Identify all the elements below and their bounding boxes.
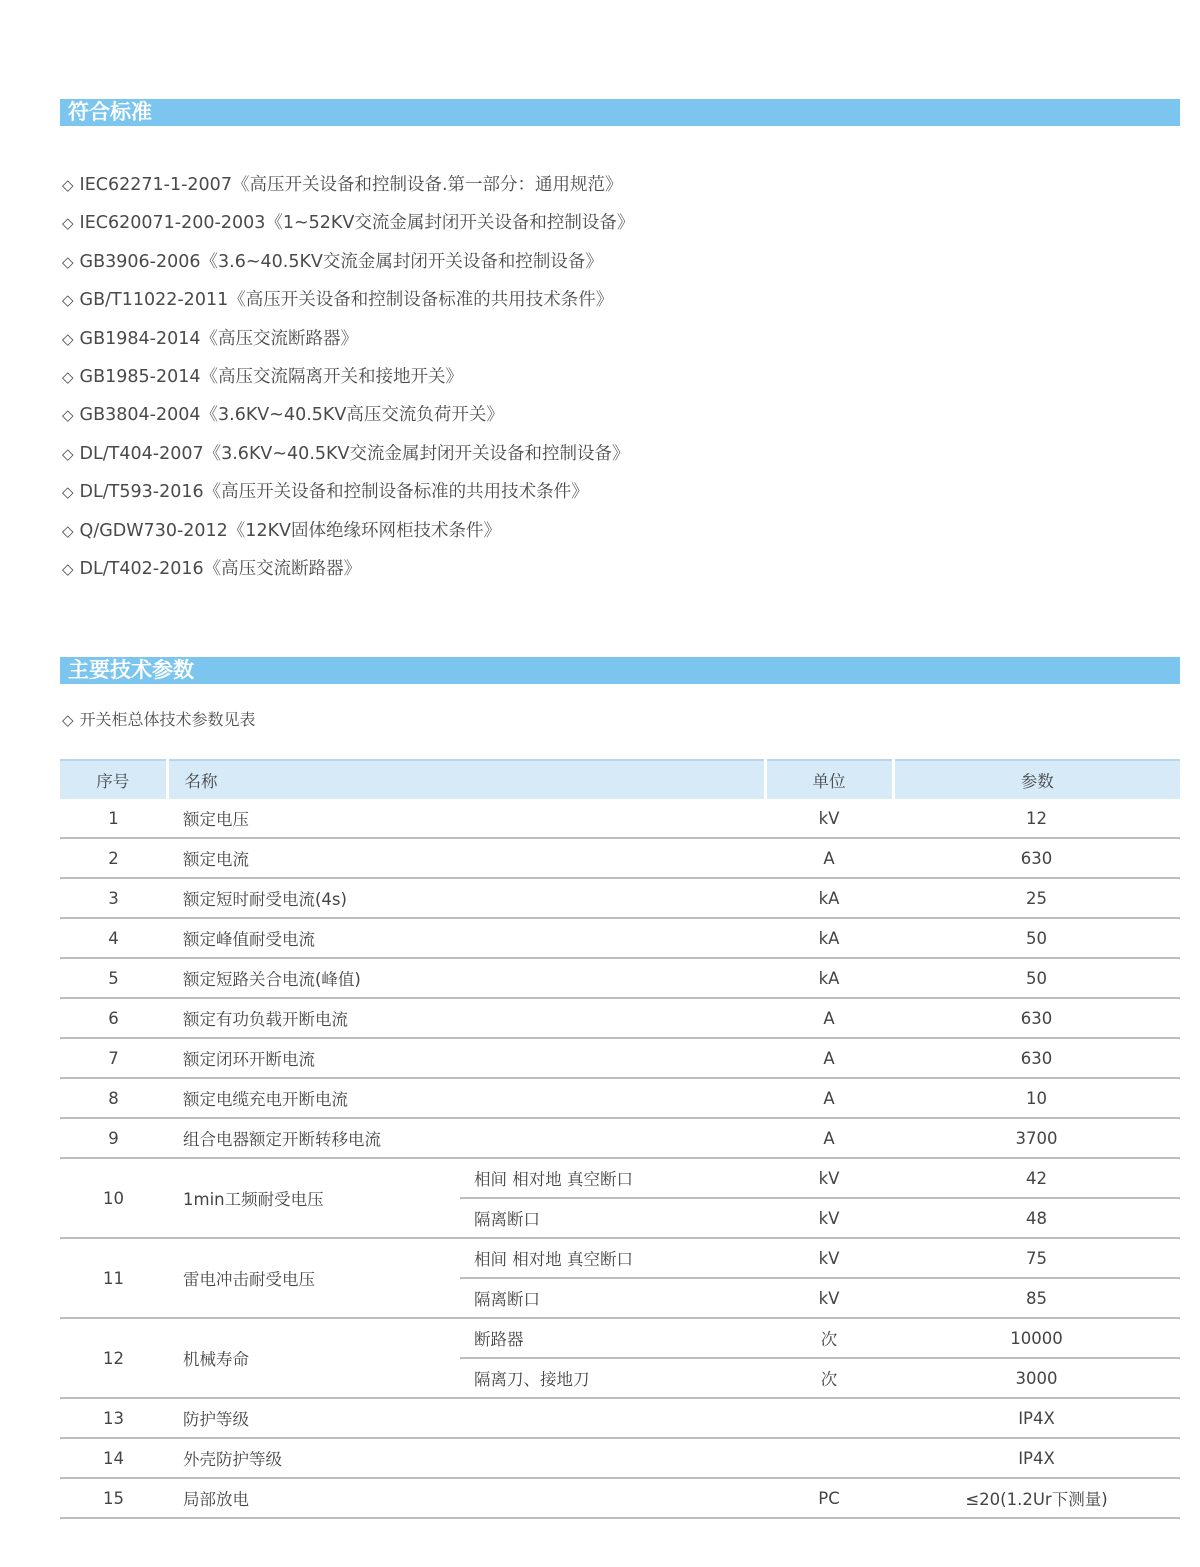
standards-list bbox=[62, 171, 634, 593]
row-unit: kV bbox=[765, 1278, 893, 1318]
row-no: 1 bbox=[60, 799, 167, 838]
params-note: ◇ 开关柜总体技术参数见表 bbox=[62, 707, 256, 730]
list-item: ◇ GB3906-2006《3.6~40.5KV交流金属封闭开关设备和控制设备》 bbox=[62, 248, 634, 286]
table-row bbox=[60, 1238, 1180, 1278]
row-no: 11 bbox=[60, 1238, 167, 1318]
table-row bbox=[60, 918, 1180, 958]
params-section-title: 主要技术参数 bbox=[60, 657, 1180, 684]
row-no: 6 bbox=[60, 998, 167, 1038]
row-name: 机械寿命 bbox=[167, 1318, 460, 1398]
list-item: ◇ GB3804-2004《3.6KV~40.5KV高压交流负荷开关》 bbox=[62, 401, 634, 439]
table-row bbox=[60, 998, 1180, 1038]
row-name: 组合电器额定开断转移电流 bbox=[167, 1118, 765, 1158]
row-unit bbox=[765, 1438, 893, 1478]
row-no: 2 bbox=[60, 838, 167, 878]
list-item: ◇ Q/GDW730-2012《12KV固体绝缘环网柜技术条件》 bbox=[62, 517, 634, 555]
row-value: 10000 bbox=[893, 1318, 1180, 1358]
table-row bbox=[60, 958, 1180, 998]
row-unit: 次 bbox=[765, 1358, 893, 1398]
table-row bbox=[60, 1398, 1180, 1438]
row-value: 75 bbox=[893, 1238, 1180, 1278]
row-no: 15 bbox=[60, 1478, 167, 1518]
row-no: 8 bbox=[60, 1078, 167, 1118]
row-subname: 断路器 bbox=[460, 1318, 765, 1358]
row-name: 外壳防护等级 bbox=[167, 1438, 765, 1478]
row-unit: A bbox=[765, 838, 893, 878]
row-name: 雷电冲击耐受电压 bbox=[167, 1238, 460, 1318]
header-unit: 单位 bbox=[765, 760, 893, 799]
table-header-row bbox=[60, 760, 1180, 799]
params-table bbox=[60, 759, 1180, 1519]
list-item: ◇ GB1984-2014《高压交流断路器》 bbox=[62, 325, 634, 363]
table-row bbox=[60, 1438, 1180, 1478]
row-value: ≤20(1.2Ur下测量) bbox=[893, 1478, 1180, 1518]
row-unit: kA bbox=[765, 958, 893, 998]
row-value: 630 bbox=[893, 998, 1180, 1038]
table-row bbox=[60, 838, 1180, 878]
table-row bbox=[60, 1478, 1180, 1518]
row-value: 85 bbox=[893, 1278, 1180, 1318]
row-unit bbox=[765, 1398, 893, 1438]
row-name: 额定电压 bbox=[167, 799, 765, 838]
row-no: 4 bbox=[60, 918, 167, 958]
list-item: ◇ IEC62271-1-2007《高压开关设备和控制设备.第一部分：通用规范》 bbox=[62, 171, 634, 209]
row-unit: 次 bbox=[765, 1318, 893, 1358]
row-unit: A bbox=[765, 1038, 893, 1078]
row-value: 630 bbox=[893, 1038, 1180, 1078]
row-name: 额定短路关合电流(峰值) bbox=[167, 958, 765, 998]
table-row bbox=[60, 1158, 1180, 1198]
list-item: ◇ IEC620071-200-2003《1~52KV交流金属封闭开关设备和控制设备》 bbox=[62, 209, 634, 247]
row-subname: 隔离断口 bbox=[460, 1198, 765, 1238]
row-name: 额定短时耐受电流(4s) bbox=[167, 878, 765, 918]
row-no: 3 bbox=[60, 878, 167, 918]
row-value: 50 bbox=[893, 918, 1180, 958]
standards-section-title: 符合标准 bbox=[60, 99, 1180, 126]
header-name: 名称 bbox=[167, 760, 765, 799]
table-row bbox=[60, 1078, 1180, 1118]
row-value: 3000 bbox=[893, 1358, 1180, 1398]
list-item: ◇ GB1985-2014《高压交流隔离开关和接地开关》 bbox=[62, 363, 634, 401]
list-item: ◇ DL/T402-2016《高压交流断路器》 bbox=[62, 555, 634, 593]
row-name: 局部放电 bbox=[167, 1478, 765, 1518]
row-unit: kA bbox=[765, 878, 893, 918]
table-row bbox=[60, 799, 1180, 838]
row-subname: 隔离刀、接地刀 bbox=[460, 1358, 765, 1398]
row-unit: kV bbox=[765, 1158, 893, 1198]
row-value: 3700 bbox=[893, 1118, 1180, 1158]
row-no: 9 bbox=[60, 1118, 167, 1158]
list-item: ◇ DL/T593-2016《高压开关设备和控制设备标准的共用技术条件》 bbox=[62, 478, 634, 516]
row-unit: PC bbox=[765, 1478, 893, 1518]
row-no: 13 bbox=[60, 1398, 167, 1438]
row-unit: A bbox=[765, 998, 893, 1038]
list-item: ◇ DL/T404-2007《3.6KV~40.5KV交流金属封闭开关设备和控制设备》 bbox=[62, 440, 634, 478]
row-value: 10 bbox=[893, 1078, 1180, 1118]
row-value: 50 bbox=[893, 958, 1180, 998]
row-unit: A bbox=[765, 1078, 893, 1118]
row-value: 12 bbox=[893, 799, 1180, 838]
row-no: 7 bbox=[60, 1038, 167, 1078]
row-name: 额定闭环开断电流 bbox=[167, 1038, 765, 1078]
table-row bbox=[60, 878, 1180, 918]
row-unit: kV bbox=[765, 1238, 893, 1278]
row-name: 防护等级 bbox=[167, 1398, 765, 1438]
row-name: 额定有功负载开断电流 bbox=[167, 998, 765, 1038]
row-subname: 隔离断口 bbox=[460, 1278, 765, 1318]
row-unit: kV bbox=[765, 799, 893, 838]
row-no: 12 bbox=[60, 1318, 167, 1398]
table-row bbox=[60, 1318, 1180, 1358]
row-value: 42 bbox=[893, 1158, 1180, 1198]
header-no: 序号 bbox=[60, 760, 167, 799]
row-subname: 相间 相对地 真空断口 bbox=[460, 1238, 765, 1278]
row-value: 48 bbox=[893, 1198, 1180, 1238]
row-unit: kA bbox=[765, 918, 893, 958]
row-value: IP4X bbox=[893, 1438, 1180, 1478]
row-no: 10 bbox=[60, 1158, 167, 1238]
table-row bbox=[60, 1118, 1180, 1158]
row-name: 额定电流 bbox=[167, 838, 765, 878]
row-name: 额定峰值耐受电流 bbox=[167, 918, 765, 958]
row-unit: A bbox=[765, 1118, 893, 1158]
row-name: 额定电缆充电开断电流 bbox=[167, 1078, 765, 1118]
row-subname: 相间 相对地 真空断口 bbox=[460, 1158, 765, 1198]
row-value: IP4X bbox=[893, 1398, 1180, 1438]
row-name: 1min工频耐受电压 bbox=[167, 1158, 460, 1238]
row-value: 25 bbox=[893, 878, 1180, 918]
row-unit: kV bbox=[765, 1198, 893, 1238]
row-no: 5 bbox=[60, 958, 167, 998]
table-row bbox=[60, 1038, 1180, 1078]
row-no: 14 bbox=[60, 1438, 167, 1478]
header-value: 参数 bbox=[893, 760, 1180, 799]
row-value: 630 bbox=[893, 838, 1180, 878]
list-item: ◇ GB/T11022-2011《高压开关设备和控制设备标准的共用技术条件》 bbox=[62, 286, 634, 324]
